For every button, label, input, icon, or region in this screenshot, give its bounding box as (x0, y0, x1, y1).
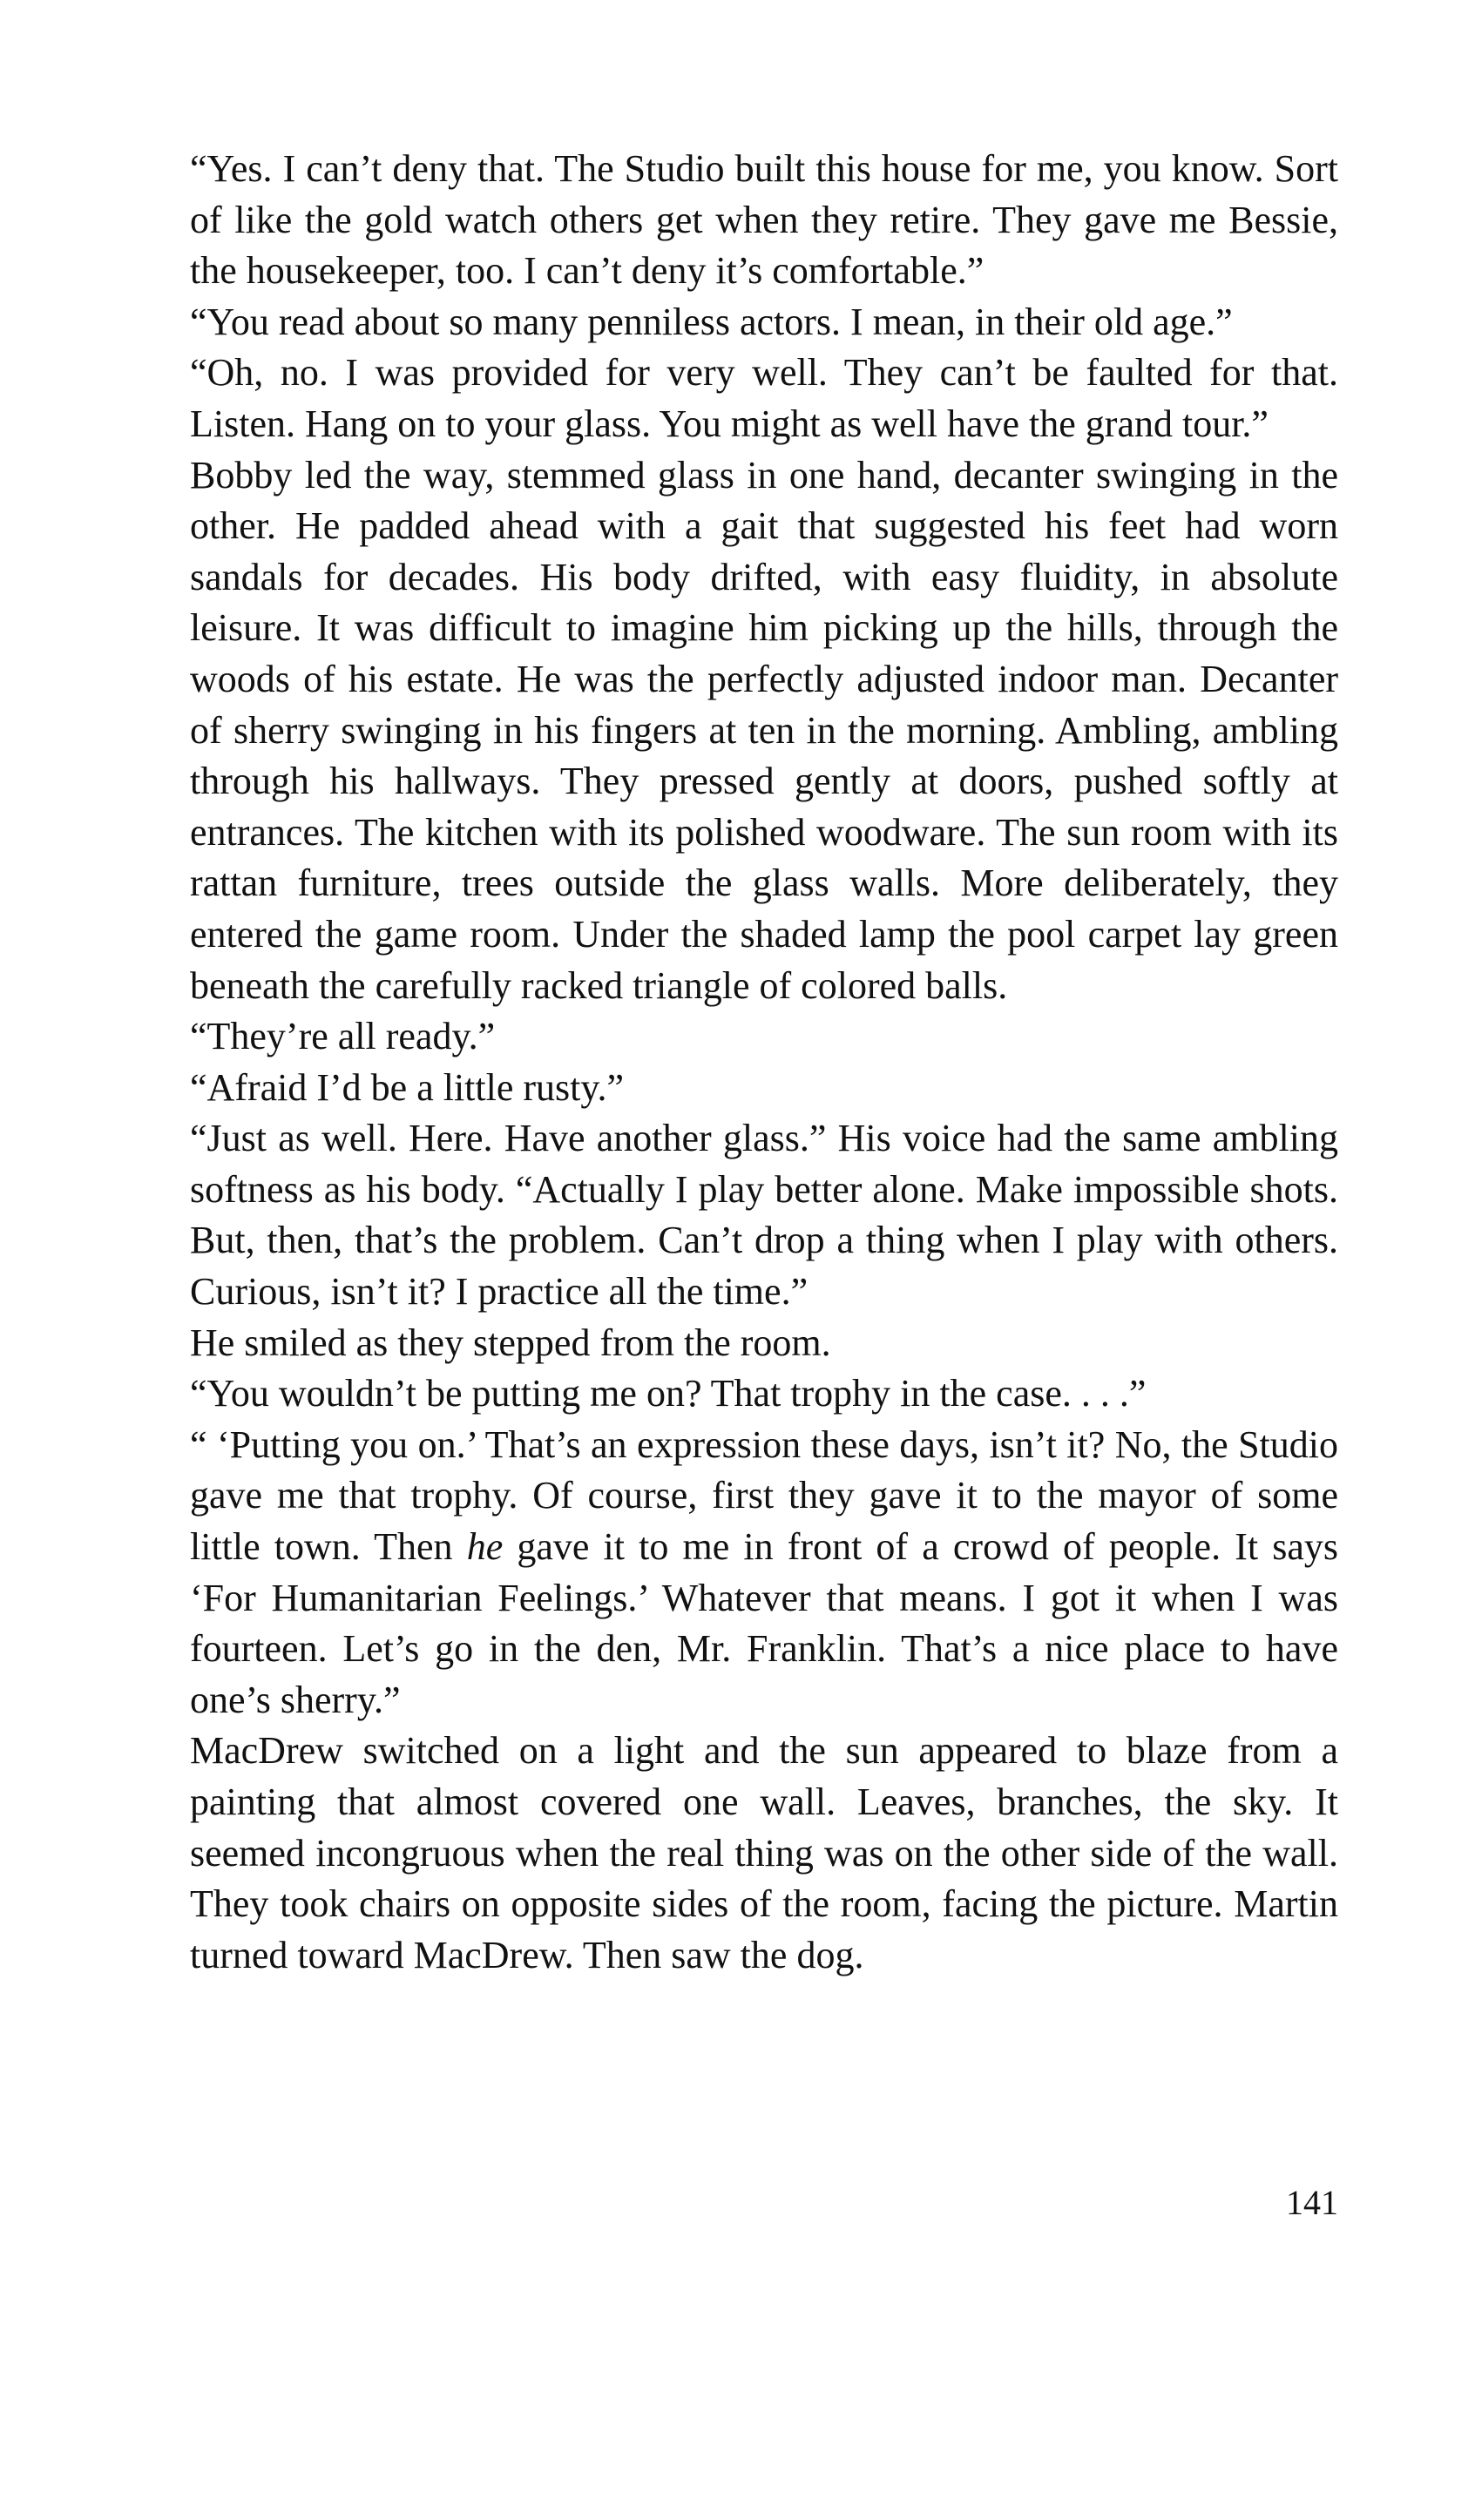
paragraph-10-part-1: “ ‘Putting you on.’ That’s an expression these days, isn’t it? No, the Studio gave me that trophy. Of course, first they gave it to the mayor of some little town. Then (190, 1422, 1338, 1569)
paragraph-6: “Afraid I’d be a little rusty.” (190, 1065, 625, 1109)
paragraph-7: “Just as well. Here. Have another glass.” His voice had the same ambling softness as his body. “Actually I play better alone. Make impossible shots. But, then, that’s the problem. Can’t drop a thing when I play with others. Curious, isn’t it? I practice all the time.” (190, 1117, 1338, 1314)
paragraph-9: “You wouldn’t be putting me on? That trophy in the case. . . .” (190, 1372, 1147, 1415)
paragraph-1: “Yes. I can’t deny that. The Studio built this house for me, you know. Sort of like the gold watch others get when they retire. They gave me Bessie, the housekeeper, too. I can’t deny it’s comfortable.” (190, 147, 1338, 293)
paragraph-10 (190, 1420, 1338, 1726)
paragraph-5: “They’re all ready.” (190, 1015, 496, 1058)
page-body (190, 144, 1338, 1981)
paragraph-3: “Oh, no. I was provided for very well. They can’t be faulted for that. Listen. Hang on to your glass. You might as well have the grand tour.” (190, 351, 1338, 445)
page-number: 141 (1286, 2183, 1338, 2222)
paragraph-8: He smiled as they stepped from the room. (190, 1321, 831, 1364)
paragraph-4: Bobby led the way, stemmed glass in one hand, decanter swinging in the other. He padded ahead with a gait that suggested his feet had worn sandals for decades. His body drifted, with easy fluidity, in absolute leisure. It was difficult to imagine him picking up the hills, through the woods of his estate. He was the perfectly adjusted indoor man. Decanter of sherry swinging in his fingers at ten in the morning. Ambling, ambling through his hallways. They pressed gently at doors, pushed softly at entrances. The kitchen with its polished woodware. The sun room with its rattan furniture, trees outside the glass walls. More deliberately, they entered the game room. Under the shaded lamp the pool carpet lay green beneath the carefully racked triangle of colored balls. (190, 453, 1338, 1007)
paragraph-2: “You read about so many penniless actors. I mean, in their old age.” (190, 300, 1233, 343)
paragraph-10-italic-he: he (466, 1525, 504, 1569)
paragraph-10-part-2: gave it to me in front of a crowd of people. It says ‘For Humanitarian Feelings.’ Whatever that means. I got it when I was fourteen. Let’s go in the den, Mr. Franklin. That’s a nice place to have one’s sherry.” (190, 1525, 1339, 1721)
paragraph-11: MacDrew switched on a light and the sun appeared to blaze from a painting that almost covered one wall. Leaves, branches, the sky. It seemed incongruous when the real thing was on the other side of the wall. They took chairs on opposite sides of the room, facing the picture. Martin turned toward MacDrew. Then saw the dog. (190, 1729, 1338, 1976)
